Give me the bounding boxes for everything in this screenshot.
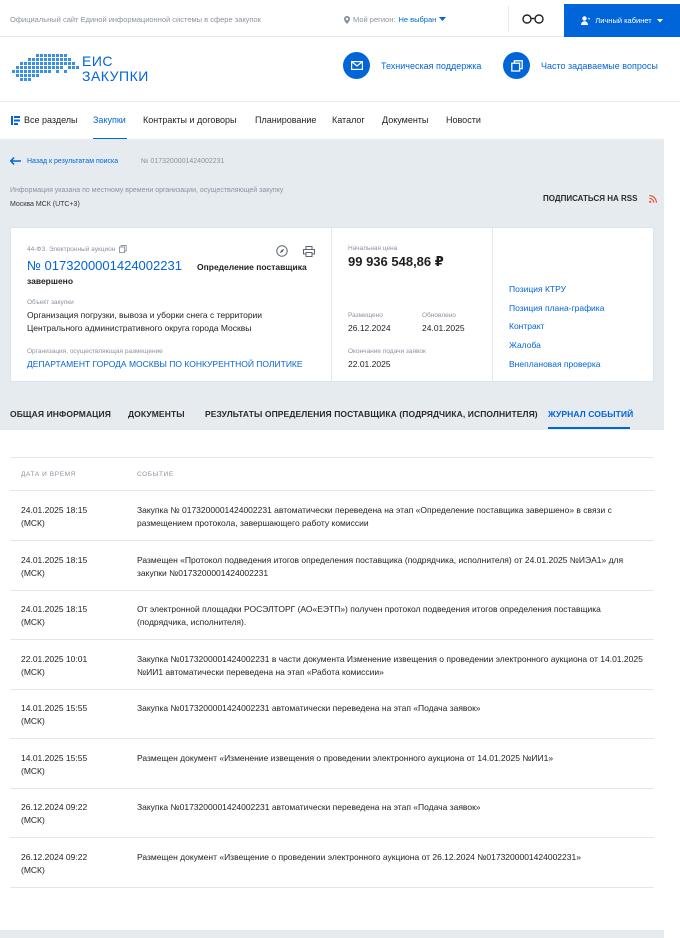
mail-icon — [343, 52, 370, 79]
table-header — [10, 457, 654, 491]
object-line-1: Организация погрузки, вывоза и уборки снега с территории — [27, 310, 263, 320]
nav-all-sections[interactable] — [11, 115, 78, 125]
region-selector[interactable] — [344, 15, 446, 24]
breadcrumb-current: № 0173200001424002231 — [141, 158, 225, 165]
table-row — [10, 788, 654, 838]
table-row — [10, 640, 654, 690]
event-description: Закупка №0173200001424002231 автоматически переведена на этап «Подача заявок» — [137, 703, 481, 713]
event-timezone: (МСК) — [21, 815, 45, 825]
main-nav — [0, 101, 680, 139]
timezone-note: Информация указана по местному времени организации, осуществляющей закупку — [10, 187, 284, 194]
event-description: Размещен «Протокол подведения итогов определения поставщика (подрядчика, исполнителя) от 24.01.2025 №ИЭА1» для закупки №0173200001424002231 — [137, 554, 624, 578]
object-label: Объект закупки — [27, 299, 74, 306]
updated-label: Обновлено — [422, 312, 456, 319]
event-datetime — [21, 702, 121, 728]
price-label: Начальная цена — [348, 245, 398, 252]
chevron-down-icon — [657, 19, 663, 23]
compass-icon[interactable] — [276, 245, 288, 257]
faq-link[interactable] — [503, 52, 658, 79]
top-bar — [0, 0, 680, 37]
arrow-left-icon — [10, 157, 21, 165]
event-datetime — [21, 653, 121, 679]
updated-date: 24.01.2025 — [422, 323, 465, 333]
cabinet-label: Личный кабинет — [595, 16, 652, 25]
event-timezone: (МСК) — [21, 518, 45, 528]
event-date: 14.01.2025 15:55 — [21, 703, 88, 713]
event-date: 26.12.2024 09:22 — [21, 802, 88, 812]
column-divider — [492, 228, 493, 381]
event-date: 24.01.2025 18:15 — [21, 554, 88, 565]
nav-item-planning[interactable]: Планирование — [255, 115, 317, 125]
column-header-date: ДАТА И ВРЕМЯ — [21, 471, 76, 478]
column-header-event: СОБЫТИЕ — [137, 471, 174, 478]
event-datetime — [21, 554, 121, 580]
procurement-card — [10, 227, 654, 382]
table-row — [10, 838, 654, 888]
event-date: 14.01.2025 15:55 — [21, 752, 88, 763]
event-datetime — [21, 801, 121, 827]
active-tab-indicator — [548, 427, 630, 429]
logo-text[interactable] — [82, 54, 149, 84]
event-timezone: (МСК) — [21, 666, 45, 677]
event-description: Размещен документ «Извещение о проведении электронного аукциона от 26.12.2024 №0173200001424002231» — [137, 851, 581, 862]
event-datetime — [21, 603, 121, 629]
back-to-results-link[interactable] — [10, 157, 118, 165]
event-description: От электронной площадки РОСЭЛТОРГ (АО«ЕЭТП») получен протокол подведения итогов определения поставщика (подрядчика, исполнителя). — [137, 604, 601, 627]
rss-label: ПОДПИСАТЬСЯ НА RSS — [543, 194, 638, 203]
logo-line-1: ЕИС — [82, 53, 114, 69]
nav-all-sections-label: Все разделы — [24, 115, 78, 125]
menu-icon — [11, 116, 20, 125]
print-icon[interactable] — [303, 246, 315, 257]
logo-line-2: ЗАКУПКИ — [82, 68, 149, 84]
event-timezone: (МСК) — [21, 716, 45, 726]
event-date: 24.01.2025 18:15 — [21, 604, 88, 614]
event-timezone: (МСК) — [21, 567, 45, 578]
event-date: 24.01.2025 18:15 — [21, 505, 88, 515]
nav-item-contracts[interactable]: Контракты и договоры — [143, 115, 237, 125]
procurement-type — [27, 245, 127, 253]
location-pin-icon — [344, 16, 350, 24]
event-description: Закупка №0173200001424002231 автоматически переведена на этап «Подача заявок» — [137, 802, 481, 812]
nav-item-catalog[interactable]: Каталог — [332, 115, 365, 125]
complaint-link[interactable]: Жалоба — [509, 340, 541, 350]
contract-link[interactable]: Контракт — [509, 321, 545, 331]
event-timezone: (МСК) — [21, 864, 45, 875]
column-divider — [331, 228, 332, 381]
chevron-down-icon — [439, 17, 446, 22]
event-description: Размещен документ «Изменение извещения о проведении электронного аукциона от 14.01.2025 №ИИ1» — [137, 752, 554, 763]
procurement-number[interactable]: № 0173200001424002231 — [27, 258, 182, 273]
deadline-label: Окончание подачи заявок — [348, 348, 426, 355]
tab-documents[interactable]: ДОКУМЕНТЫ — [128, 409, 185, 419]
deadline-date: 22.01.2025 — [348, 359, 391, 369]
event-timezone: (МСК) — [21, 617, 45, 627]
table-row — [10, 590, 654, 640]
copy-icon — [503, 52, 530, 79]
region-label: Мой регион: — [353, 15, 396, 24]
nav-item-documents[interactable]: Документы — [382, 115, 429, 125]
event-timezone: (МСК) — [21, 765, 45, 776]
initial-price: 99 936 548,86 ₽ — [348, 254, 444, 269]
table-row — [10, 739, 654, 789]
site-name: Официальный сайт Единой информационной системы в сфере закупок — [10, 15, 261, 24]
placed-label: Размещено — [348, 312, 383, 319]
tab-supplier-results[interactable]: РЕЗУЛЬТАТЫ ОПРЕДЕЛЕНИЯ ПОСТАВЩИКА (ПОДРЯДЧИКА, ИСПОЛНИТЕЛЯ) — [205, 409, 538, 419]
event-description: Закупка № 0173200001424002231 автоматически переведена на этап «Определение поставщика завершено» в связи с размещением протокола, завершающего работу комиссии — [137, 505, 612, 528]
rss-subscribe-link[interactable] — [543, 194, 657, 203]
event-datetime — [21, 504, 121, 530]
accessibility-glasses-icon[interactable] — [522, 13, 544, 24]
support-link[interactable] — [343, 52, 481, 79]
nav-item-purchases[interactable]: Закупки — [93, 115, 126, 125]
back-label: Назад к результатам поиска — [27, 157, 119, 165]
support-label: Техническая поддержка — [381, 60, 482, 71]
event-description: Закупка №0173200001424002231 в части документа Изменение извещения о проведении электронного аукциона от 14.01.2025 №ИИ1 автоматически переведена на этап «Работа комиссии» — [137, 653, 643, 677]
copy-icon[interactable] — [119, 245, 127, 253]
procurement-stage: Определение поставщика — [197, 262, 307, 272]
ktru-link[interactable]: Позиция КТРУ — [509, 284, 566, 294]
event-date: 26.12.2024 09:22 — [21, 851, 88, 862]
rss-icon — [649, 195, 657, 203]
object-line-2: Центрального административного округа города Москвы — [27, 323, 252, 333]
unscheduled-inspection-link[interactable]: Внеплановая проверка — [509, 359, 601, 369]
nav-item-news[interactable]: Новости — [446, 115, 481, 125]
user-icon — [581, 16, 590, 25]
procurement-stage-cont: завершено — [27, 276, 74, 286]
org-name-link[interactable]: ДЕПАРТАМЕНТ ГОРОДА МОСКВЫ ПО КОНКУРЕНТНОЙ ПОЛИТИКЕ — [27, 359, 303, 369]
table-row — [10, 689, 654, 739]
footer-strip — [0, 930, 664, 938]
placed-date: 26.12.2024 — [348, 323, 391, 333]
event-datetime — [21, 851, 121, 877]
region-value[interactable]: Не выбран — [398, 15, 437, 24]
plan-schedule-link[interactable]: Позиция плана-графика — [509, 303, 605, 313]
table-row — [10, 491, 654, 541]
procurement-type-label: 44-ФЗ. Электронный аукцион — [27, 245, 116, 253]
tab-event-journal[interactable]: ЖУРНАЛ СОБЫТИЙ — [548, 409, 634, 419]
timezone-value: Москва МСК (UTC+3) — [10, 201, 80, 208]
divider — [508, 6, 509, 32]
org-label: Организация, осуществляющая размещение — [27, 348, 163, 355]
faq-label: Часто задаваемые вопросы — [541, 60, 658, 71]
event-date: 22.01.2025 10:01 — [21, 653, 88, 664]
personal-cabinet-button[interactable] — [564, 4, 680, 37]
tab-general-info[interactable]: ОБЩАЯ ИНФОРМАЦИЯ — [10, 409, 111, 419]
event-datetime — [21, 752, 121, 778]
table-row — [10, 541, 654, 591]
